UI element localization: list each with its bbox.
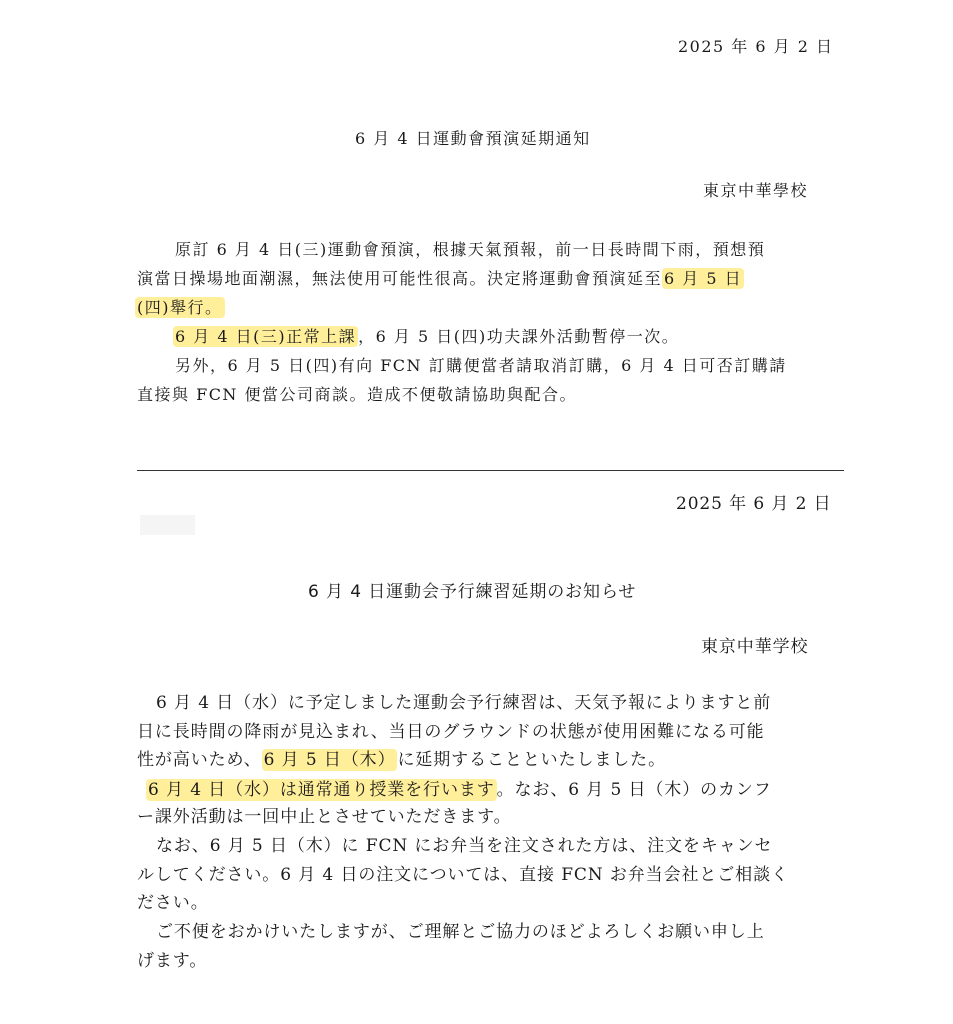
zh-sender: 東京中華學校 (703, 181, 809, 200)
ja-p2-line1-b: 。なお、6 月 5 日（木）のカンフ (496, 780, 772, 800)
zh-highlight-normal-class: 6 月 4 日(三)正常上課 (175, 327, 357, 346)
ja-sender: 東京中華学校 (701, 637, 809, 657)
ja-title: 6 月 4 日運動会予行練習延期のお知らせ (308, 582, 637, 602)
zh-date: 2025 年 6 月 2 日 (678, 37, 834, 56)
ja-highlight-normal-class: 6 月 4 日（水）は通常通り授業を行います (148, 780, 495, 800)
zh-p2-rest: ，6 月 5 日(四)功夫課外活動暫停一次。 (358, 327, 680, 346)
zh-title: 6 月 4 日運動會預演延期通知 (355, 129, 591, 148)
zh-p1-line1: 原訂 6 月 4 日(三)運動會預演，根據天氣預報，前一日長時間下雨，預想預 (175, 240, 766, 259)
section-divider (137, 470, 844, 471)
ja-p1-line3-b: に延期することといたしました。 (397, 750, 666, 770)
ja-p1-line1: 6 月 4 日（水）に予定しました運動会予行練習は、天気予報によりますと前 (156, 693, 772, 713)
ja-p2-line1 (146, 775, 772, 800)
ja-p3-line3: ださい。 (137, 893, 209, 913)
ja-p4-line2: げます。 (137, 951, 208, 971)
ja-p3-line1: なお、6 月 5 日（木）に FCN にお弁当を注文された方は、注文をキャンセ (156, 836, 773, 856)
ja-p2-line2: ー課外活動は一回中止とさせていただきます。 (137, 807, 512, 827)
ja-date: 2025 年 6 月 2 日 (676, 494, 832, 514)
ja-p1-line3-a: 性が高いため、 (137, 750, 262, 770)
zh-p3-line1: 另外，6 月 5 日(四)有向 FCN 訂購便當者請取消訂購，6 月 4 日可否訂購請 (175, 356, 787, 375)
zh-highlight-new-date: 6 月 5 日 (664, 269, 743, 288)
ja-p3-line2: ルしてください。6 月 4 日の注文については、直接 FCN お弁当会社とご相談く (137, 865, 789, 885)
ja-p1-line3 (137, 745, 666, 770)
ja-highlight-new-date: 6 月 5 日（木） (263, 750, 396, 770)
zh-p2 (173, 324, 679, 347)
ja-p1-line2: 日に長時間の降雨が見込まれ、当日のグラウンドの状態が使用困難になる可能 (137, 722, 765, 742)
ja-p4-line1: ご不便をおかけいたしますが、ご理解とご協力のほどよろしくお願い申し上 (156, 922, 765, 942)
scan-smudge (140, 515, 195, 535)
zh-highlight-weekday: (四)舉行。 (137, 298, 223, 317)
zh-p1-line2-text: 演當日操場地面潮濕，無法使用可能性很高。決定將運動會預演延至 (137, 269, 663, 288)
zh-p1-line3 (135, 295, 225, 318)
zh-p3-line2: 直接與 FCN 便當公司商談。造成不便敬請協助與配合。 (137, 385, 578, 404)
zh-p1-line2 (137, 266, 744, 289)
